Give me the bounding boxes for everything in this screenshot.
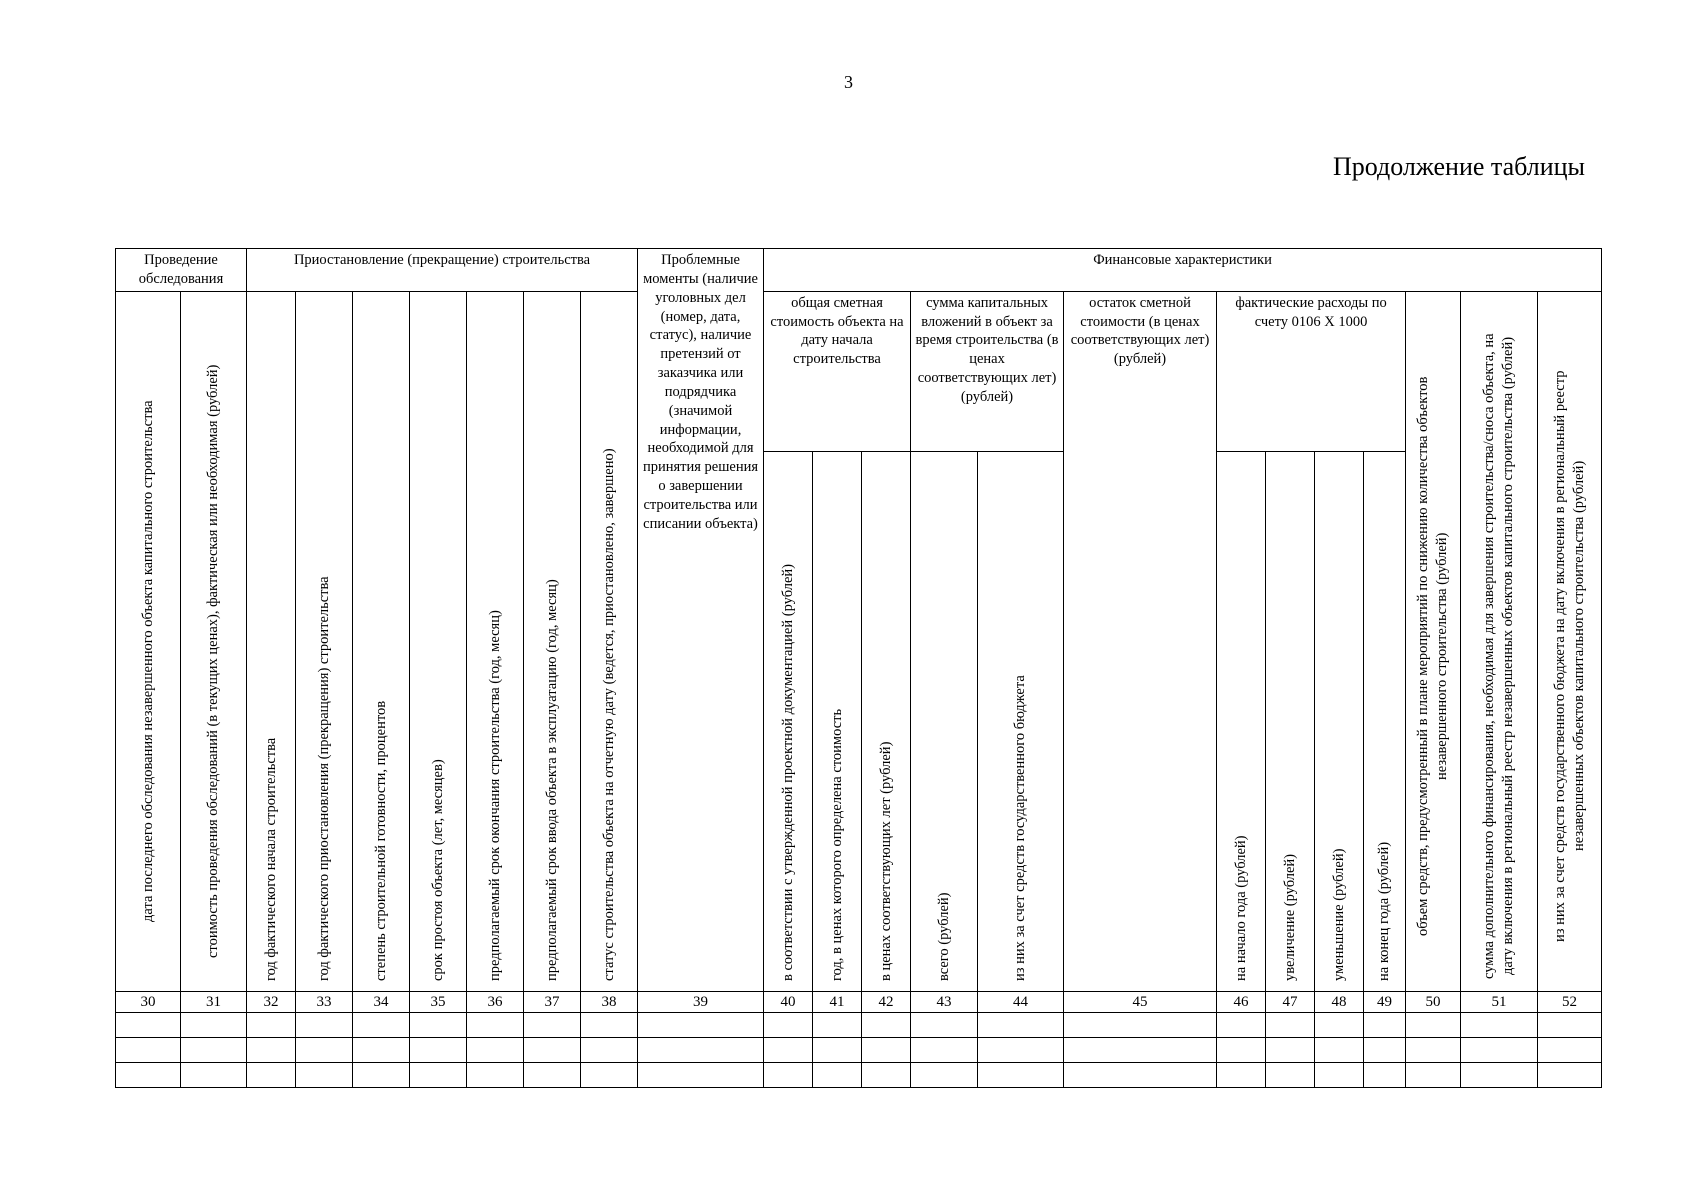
- col-number: 50: [1406, 991, 1461, 1012]
- header-col-52-text: из них за счет средств государственного бюджета на дату включения в региональный реестр незавершенных объектов капитального строительства (рублей): [1551, 370, 1587, 942]
- header-col-34: [353, 291, 410, 991]
- col-number: 35: [410, 991, 467, 1012]
- continuation-table: [115, 248, 1602, 1088]
- header-col-46-text: на начало года (рублей): [1232, 835, 1249, 981]
- group-estimate-total-header: общая сметная стоимость объекта на дату начала строительства: [764, 291, 911, 451]
- header-col-49: [1364, 451, 1406, 991]
- header-col-37-text: предполагаемый срок ввода объекта в эксплуатацию (год, месяц): [543, 579, 560, 981]
- header-col-33: [296, 291, 353, 991]
- col-number: 49: [1364, 991, 1406, 1012]
- header-col-44-text: из них за счет средств государственного бюджета: [1012, 675, 1029, 981]
- col-number: 46: [1217, 991, 1266, 1012]
- header-col-50-text: объем средств, предусмотренный в плане мероприятий по снижению количества объектов незавершенного строительства (рублей): [1415, 376, 1451, 936]
- header-col-43: [911, 451, 978, 991]
- col-number: 34: [353, 991, 410, 1012]
- col-number: 33: [296, 991, 353, 1012]
- header-col-30-text: дата последнего обследования незавершенного объекта капитального строительства: [139, 400, 156, 922]
- col-number: 42: [862, 991, 911, 1012]
- col-number: 43: [911, 991, 978, 1012]
- header-col-36-text: предполагаемый срок окончания строительства (год, месяц): [486, 610, 503, 981]
- header-col-35-text: срок простоя объекта (лет, месяцев): [429, 759, 446, 981]
- header-col-38: [581, 291, 638, 991]
- header-col-48-text: уменьшение (рублей): [1330, 848, 1347, 981]
- header-col-41: [813, 451, 862, 991]
- group-survey-header: Проведение обследования: [116, 249, 247, 292]
- header-col-40-text: в соответствии с утвержденной проектной документацией (рублей): [779, 563, 796, 981]
- group-suspension-header: Приостановление (прекращение) строительства: [247, 249, 638, 292]
- col-number: 39: [638, 991, 764, 1012]
- col-number: 38: [581, 991, 638, 1012]
- col-number: 44: [978, 991, 1064, 1012]
- group-actual-expenses-header: фактические расходы по счету 0106 Х 1000: [1217, 291, 1406, 451]
- header-col-32-text: год фактического начала строительства: [262, 737, 279, 981]
- header-col-42-text: в ценах соответствующих лет (рублей): [877, 741, 894, 981]
- col-number: 40: [764, 991, 813, 1012]
- header-col-52: [1538, 291, 1602, 991]
- table-row: [116, 1012, 1602, 1037]
- header-col-31: [181, 291, 247, 991]
- header-col-34-text: степень строительной готовности, процентов: [372, 700, 389, 981]
- header-col-48: [1315, 451, 1364, 991]
- col-number: 37: [524, 991, 581, 1012]
- header-col-38-text: статус строительства объекта на отчетную дату (ведется, приостановлено, завершено): [600, 448, 617, 981]
- header-col-43-text: всего (рублей): [935, 892, 952, 981]
- header-col-51: [1461, 291, 1538, 991]
- group-financial-header: Финансовые характеристики: [764, 249, 1602, 292]
- header-col-41-text: год, в ценах которого определена стоимость: [828, 708, 845, 981]
- col-number: 51: [1461, 991, 1538, 1012]
- header-col-35: [410, 291, 467, 991]
- header-col-33-text: год фактического приостановления (прекращения) строительства: [315, 576, 332, 981]
- col-number: 45: [1064, 991, 1217, 1012]
- header-col-45: остаток сметной стоимости (в ценах соответствующих лет) (рублей): [1064, 291, 1217, 991]
- header-col-40: [764, 451, 813, 991]
- table-row: [116, 1037, 1602, 1062]
- header-col-47-text: увеличение (рублей): [1281, 853, 1298, 981]
- table-row: [116, 1062, 1602, 1087]
- header-col-36: [467, 291, 524, 991]
- col-number: 52: [1538, 991, 1602, 1012]
- header-col-37: [524, 291, 581, 991]
- continuation-title: Продолжение таблицы: [1333, 152, 1585, 181]
- col-number: 48: [1315, 991, 1364, 1012]
- group-capital-investment-header: сумма капитальных вложений в объект за время строительства (в ценах соответствующих лет) (рублей): [911, 291, 1064, 451]
- header-col-49-text: на конец года (рублей): [1376, 841, 1393, 981]
- col-number: 41: [813, 991, 862, 1012]
- header-col-44: [978, 451, 1064, 991]
- column-number-row: [116, 991, 1602, 1012]
- page-number: 3: [844, 72, 853, 92]
- col-number: 36: [467, 991, 524, 1012]
- header-col-32: [247, 291, 296, 991]
- header-col-47: [1266, 451, 1315, 991]
- col-number: 30: [116, 991, 181, 1012]
- header-col-46: [1217, 451, 1266, 991]
- col-number: 47: [1266, 991, 1315, 1012]
- col-number: 32: [247, 991, 296, 1012]
- header-col-51-text: сумма дополнительного финансирования, необходимая для завершения строительства/сноса объекта, на дату включения в региональный реестр незавершенных объектов капитального строительства (рублей): [1481, 333, 1517, 979]
- header-col-39: Проблемные моменты (наличие уголовных дел (номер, дата, статус), наличие претензий от заказчика или подрядчика (значимой информации, необходимой для принятия решения о завершении строительства или списании объекта): [638, 249, 764, 992]
- header-col-31-text: стоимость проведения обследований (в текущих ценах), фактическая или необходимая (рублей): [205, 364, 222, 958]
- col-number: 31: [181, 991, 247, 1012]
- header-col-42: [862, 451, 911, 991]
- header-col-50: [1406, 291, 1461, 991]
- header-col-30: [116, 291, 181, 991]
